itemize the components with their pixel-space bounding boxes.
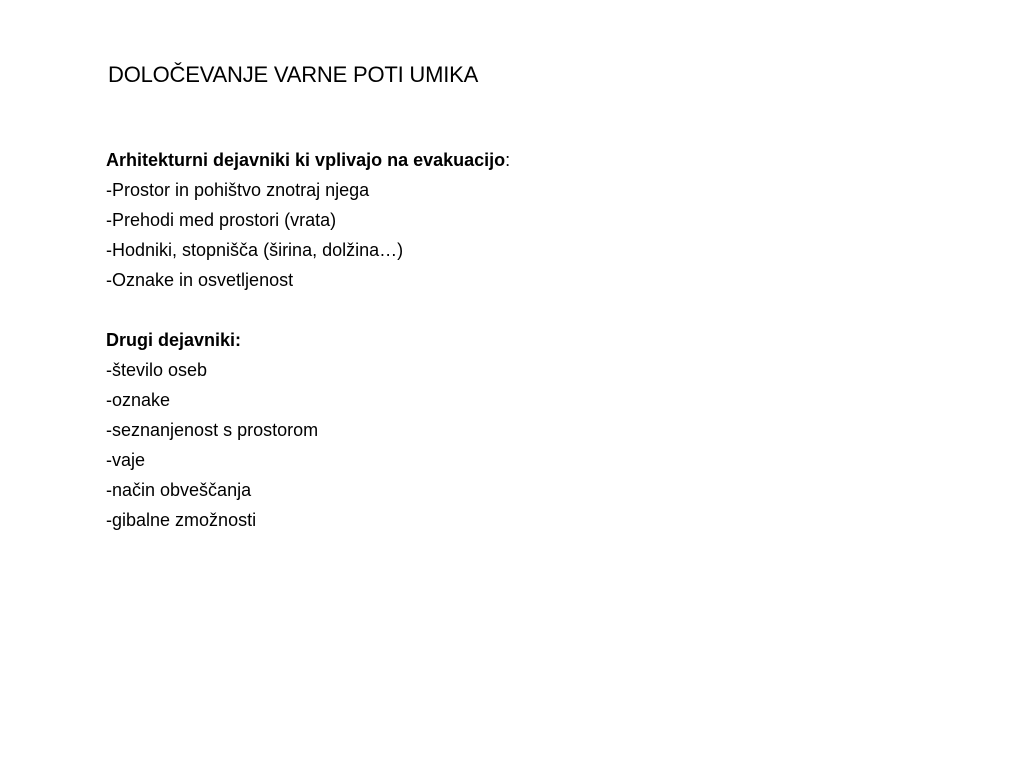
slide-body [106, 145, 866, 535]
section-2-item: -seznanjenost s prostorom [106, 420, 319, 440]
section-2-heading: Drugi dejavniki: [106, 330, 242, 350]
section-1-heading-line [106, 145, 866, 175]
section-2-item: -vaje [106, 450, 146, 470]
section-2-item: -gibalne zmožnosti [106, 510, 257, 530]
section-1-heading: Arhitekturni dejavniki ki vplivajo na evakuacijo [106, 150, 506, 170]
section-1-item: -Oznake in osvetljenost [106, 270, 294, 290]
section-spacer [106, 295, 866, 325]
section-1-item: -Prehodi med prostori (vrata) [106, 210, 337, 230]
section-1-item: -Hodniki, stopnišča (širina, dolžina…) [106, 240, 404, 260]
section-2-item: -oznake [106, 390, 171, 410]
section-1-heading-suffix: : [505, 150, 511, 170]
section-1-item: -Prostor in pohištvo znotraj njega [106, 180, 370, 200]
section-2-item: -način obveščanja [106, 480, 252, 500]
slide-title: DOLOČEVANJE VARNE POTI UMIKA [108, 62, 479, 87]
section-2-item: -število oseb [106, 360, 208, 380]
